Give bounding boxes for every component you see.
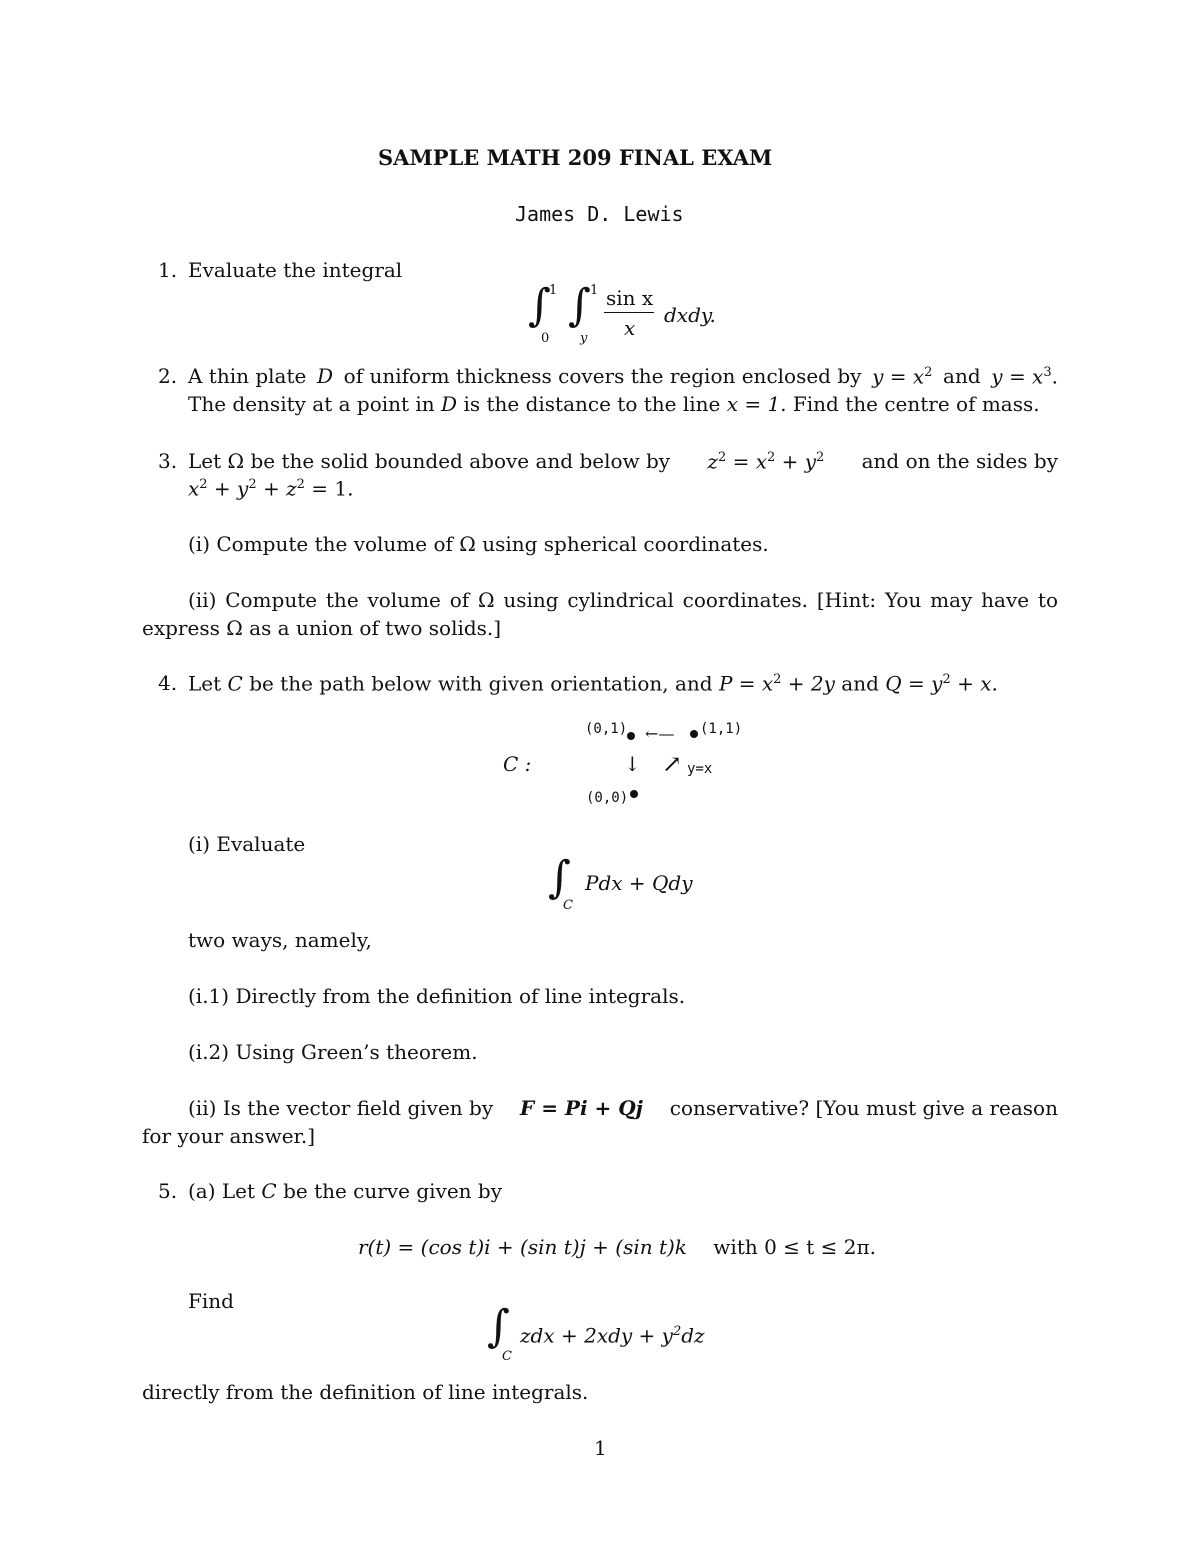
q4-two-ways: two ways, namely,: [188, 928, 372, 952]
q3-line-1: Let Ω be the solid bounded above and below by $z^2 = x^2 + y^2$ and on the sides by: [188, 449, 1058, 474]
q4-line-1: Let C be the path below with given orientation, and $P = x^2 + 2y$ and $Q = y^2 + x$.: [188, 671, 998, 696]
q5-closing: directly from the definition of line integrals.: [142, 1380, 589, 1404]
point-label-0-0: (0,0): [586, 790, 629, 806]
outer-upper-limit: 1: [549, 283, 558, 298]
integral-sign: ∫: [528, 280, 551, 331]
q3-line-2: $x^2 + y^2 + z^2 = 1$.: [188, 476, 354, 501]
q1-text: Evaluate the integral: [188, 258, 403, 282]
q3-part-ii-line-2: express Ω as a union of two solids.]: [142, 616, 502, 640]
integrand: zdx + $2xdy + y^2dz$: [520, 1323, 705, 1348]
outer-lower-limit: 0: [541, 331, 550, 346]
integral-subscript: C: [502, 1349, 512, 1364]
point-label-0-1: (0,1): [585, 721, 628, 737]
q5-curve-equation: r(t) = (cos t)i + (sin t)j + (sin t)k with 0 ≤ t ≤ 2π.: [358, 1235, 877, 1259]
fraction-bar: [604, 312, 654, 313]
point-label-1-1: (1,1): [700, 721, 743, 737]
q1-number: 1.: [158, 258, 178, 282]
q4-part-i1: (i.1) Directly from the definition of line integrals.: [188, 984, 686, 1008]
q4-part-i: (i) Evaluate: [188, 832, 306, 856]
integral-sign: ∫: [568, 280, 591, 331]
arrow-left-icon: ←—: [645, 724, 675, 743]
point-1-1: [690, 730, 698, 738]
point-0-0: [630, 790, 638, 798]
integrand: Pdx + Qdy: [585, 871, 693, 895]
q4-part-ii-line-1: (ii) Is the vector field given by F = Pi + Qj conservative? [You must give a reason: [188, 1096, 1058, 1120]
q3-number: 3.: [158, 449, 178, 473]
q3-part-i: (i) Compute the volume of Ω using spherical coordinates.: [188, 532, 769, 556]
fraction-numerator: sin x: [606, 286, 654, 310]
q5-part-a: (a) Let C be the curve given by: [188, 1179, 502, 1203]
integral-sign: ∫: [548, 852, 571, 903]
q4-part-i2: (i.2) Using Green’s theorem.: [188, 1040, 478, 1064]
integral-subscript: C: [563, 898, 573, 913]
q5-number: 5.: [158, 1179, 178, 1203]
q4-part-ii-line-2: for your answer.]: [142, 1124, 316, 1148]
page-title: SAMPLE MATH 209 FINAL EXAM: [378, 145, 773, 170]
q2-line-1: A thin plate D of uniform thickness covers the region enclosed by $y = x^2$ and $y = x^3$.: [188, 364, 1058, 389]
q2-line-2: The density at a point in D is the distance to the line x = 1. Find the centre of mass.: [188, 392, 1040, 416]
arrow-diagonal-icon: ↗: [662, 750, 683, 778]
q5-find: Find: [188, 1289, 234, 1313]
point-0-1: [627, 732, 635, 740]
differential: dxdy.: [664, 303, 716, 327]
q4-number: 4.: [158, 671, 178, 695]
q3-part-ii-line-1: (ii) Compute the volume of Ω using cylindrical coordinates. [Hint: You may have to: [188, 588, 1058, 612]
inner-lower-limit: y: [580, 331, 588, 346]
path-label: C :: [503, 752, 532, 776]
author: James D. Lewis: [515, 202, 684, 226]
diagonal-label: y=x: [687, 761, 713, 777]
fraction-denominator: x: [624, 316, 636, 340]
inner-upper-limit: 1: [590, 283, 599, 298]
arrow-down-icon: ↓: [624, 752, 641, 776]
integral-sign: ∫: [487, 1301, 510, 1352]
q2-number: 2.: [158, 364, 178, 388]
page-number: 1: [594, 1436, 607, 1460]
